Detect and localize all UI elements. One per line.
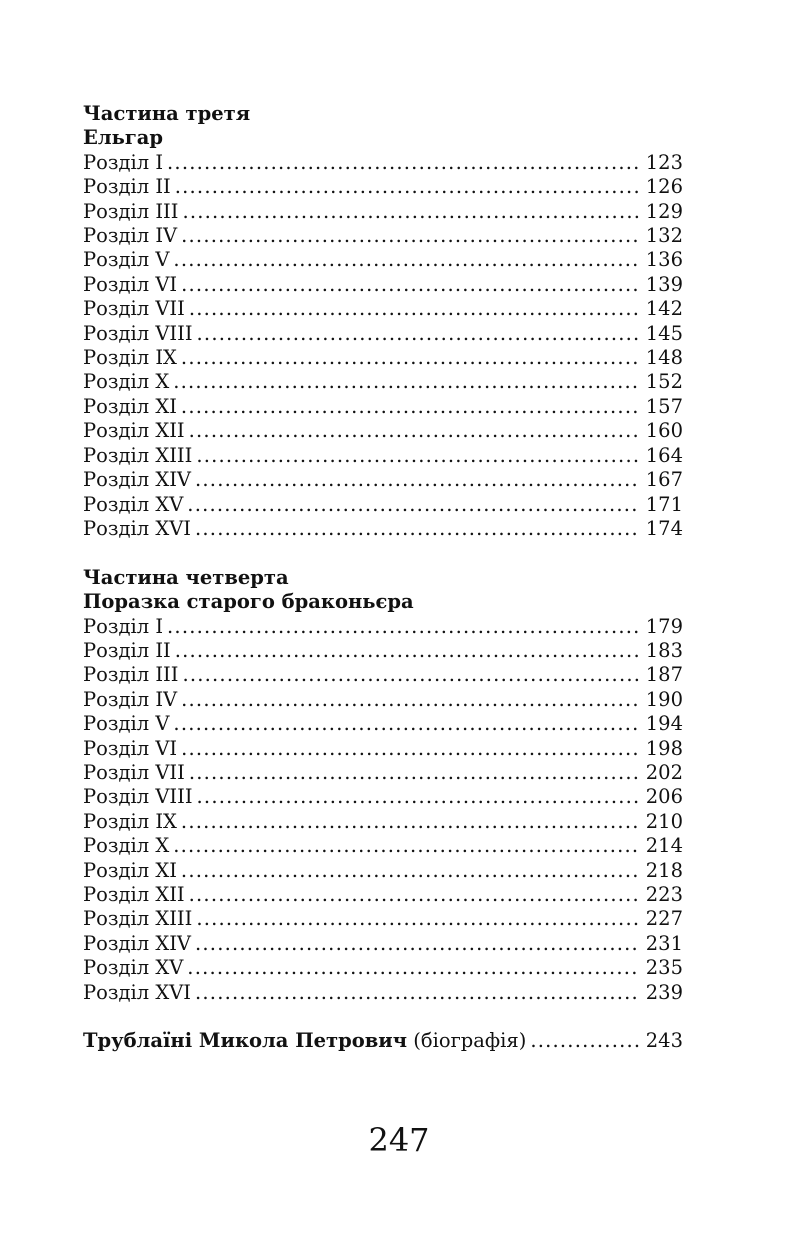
part4-title: Частина четверта <box>83 565 289 589</box>
dot-leader <box>197 785 640 809</box>
chapter-page-number: 206 <box>645 785 683 809</box>
dot-leader <box>187 493 639 517</box>
dot-leader <box>181 688 640 712</box>
part3-title: Частина третя <box>83 102 251 125</box>
chapter-page-number: 171 <box>645 492 683 516</box>
chapter-page-number: 214 <box>645 834 683 858</box>
dot-leader <box>195 932 640 956</box>
toc-entry <box>83 663 683 687</box>
toc-entry <box>83 248 683 272</box>
chapter-label: Розділ XVI <box>83 516 191 540</box>
dot-leader <box>195 981 640 1005</box>
chapter-page-number: 123 <box>645 150 683 174</box>
chapter-page-number: 190 <box>645 687 683 711</box>
toc-entry <box>83 395 683 419</box>
dot-leader <box>173 834 640 858</box>
chapter-page-number: 183 <box>645 638 683 662</box>
chapter-label: Розділ I <box>83 614 164 638</box>
toc-entry <box>83 346 683 370</box>
toc-entry <box>83 419 683 443</box>
chapter-label: Розділ II <box>83 638 171 662</box>
chapter-label: Розділ III <box>83 663 179 687</box>
chapter-page-number: 160 <box>645 419 683 443</box>
chapter-label: Розділ VII <box>83 760 185 784</box>
biography-note: (біографія) <box>413 1029 527 1053</box>
chapter-page-number: 136 <box>645 248 683 272</box>
dot-leader <box>189 761 640 785</box>
chapter-label: Розділ V <box>83 248 170 272</box>
chapter-label: Розділ V <box>83 712 170 736</box>
chapter-label: Розділ XI <box>83 394 177 418</box>
toc-entry <box>83 639 683 663</box>
toc-entry <box>83 932 683 956</box>
biography-name: Трублаїні Микола Петрович <box>83 1029 408 1053</box>
biography-entry <box>83 1029 683 1053</box>
chapter-label: Розділ VI <box>83 272 178 296</box>
chapter-page-number: 210 <box>645 809 683 833</box>
toc-entry <box>83 785 683 809</box>
chapter-page-number: 164 <box>645 443 683 467</box>
chapter-label: Розділ XIII <box>83 907 193 931</box>
chapter-page-number: 235 <box>645 956 683 980</box>
dot-leader <box>173 248 639 272</box>
dot-leader <box>182 663 639 687</box>
toc-entry <box>83 224 683 248</box>
toc-entry <box>83 468 683 492</box>
dot-leader <box>197 322 640 346</box>
dot-leader <box>181 737 640 761</box>
toc-entry <box>83 322 683 346</box>
chapter-label: Розділ XIV <box>83 468 191 492</box>
chapter-label: Розділ III <box>83 199 179 223</box>
chapter-page-number: 132 <box>645 224 683 248</box>
toc-entry <box>83 273 683 297</box>
chapter-page-number: 231 <box>645 931 683 955</box>
toc-entry <box>83 981 683 1005</box>
chapter-page-number: 152 <box>645 370 683 394</box>
toc-entry <box>83 688 683 712</box>
chapter-page-number: 145 <box>645 321 683 345</box>
chapter-page-number: 218 <box>645 858 683 882</box>
part4-chapter-list <box>83 615 683 1006</box>
toc-entry <box>83 175 683 199</box>
chapter-page-number: 194 <box>645 712 683 736</box>
dot-leader <box>173 712 639 736</box>
chapter-label: Розділ IV <box>83 687 178 711</box>
dot-leader <box>167 151 640 175</box>
dot-leader <box>181 346 640 370</box>
chapter-label: Розділ XIV <box>83 931 191 955</box>
dot-leader <box>181 859 640 883</box>
toc-entry <box>83 493 683 517</box>
toc-entry <box>83 737 683 761</box>
table-of-contents <box>83 102 683 1054</box>
toc-entry <box>83 200 683 224</box>
chapter-label: Розділ X <box>83 370 170 394</box>
chapter-label: Розділ VIII <box>83 321 193 345</box>
chapter-page-number: 129 <box>645 199 683 223</box>
part3-subtitle: Ельгар <box>83 126 164 150</box>
chapter-label: Розділ XII <box>83 419 185 443</box>
chapter-page-number: 202 <box>645 760 683 784</box>
dot-leader <box>530 1029 639 1053</box>
chapter-page-number: 179 <box>645 614 683 638</box>
chapter-page-number: 227 <box>645 907 683 931</box>
chapter-label: Розділ II <box>83 175 171 199</box>
dot-leader <box>181 810 640 834</box>
dot-leader <box>189 297 640 321</box>
chapter-label: Розділ XV <box>83 956 184 980</box>
page-number: 247 <box>368 1121 430 1159</box>
toc-entry <box>83 761 683 785</box>
chapter-label: Розділ VII <box>83 297 185 321</box>
chapter-page-number: 187 <box>645 663 683 687</box>
chapter-label: Розділ VIII <box>83 785 193 809</box>
chapter-page-number: 223 <box>645 882 683 906</box>
dot-leader <box>181 224 640 248</box>
dot-leader <box>181 273 640 297</box>
toc-entry <box>83 370 683 394</box>
dot-leader <box>181 395 640 419</box>
chapter-page-number: 148 <box>645 346 683 370</box>
toc-entry <box>83 615 683 639</box>
dot-leader <box>175 639 640 663</box>
chapter-page-number: 126 <box>645 175 683 199</box>
chapter-label: Розділ XII <box>83 882 185 906</box>
chapter-label: Розділ IX <box>83 809 177 833</box>
chapter-label: Розділ IV <box>83 224 178 248</box>
toc-entry <box>83 712 683 736</box>
chapter-label: Розділ XIII <box>83 443 193 467</box>
toc-entry <box>83 859 683 883</box>
chapter-label: Розділ XV <box>83 492 184 516</box>
chapter-page-number: 139 <box>645 272 683 296</box>
dot-leader <box>196 907 639 931</box>
chapter-label: Розділ XI <box>83 858 177 882</box>
chapter-page-number: 198 <box>645 736 683 760</box>
chapter-page-number: 174 <box>645 516 683 540</box>
toc-entry <box>83 834 683 858</box>
dot-leader <box>167 615 640 639</box>
chapter-label: Розділ IX <box>83 346 177 370</box>
dot-leader <box>175 175 640 199</box>
dot-leader <box>195 517 640 541</box>
toc-entry <box>83 517 683 541</box>
toc-entry <box>83 956 683 980</box>
toc-entry <box>83 883 683 907</box>
dot-leader <box>196 444 639 468</box>
chapter-label: Розділ VI <box>83 736 178 760</box>
chapter-label: Розділ XVI <box>83 980 191 1004</box>
dot-leader <box>189 883 640 907</box>
biography-page: 243 <box>645 1029 683 1053</box>
dot-leader <box>173 370 640 394</box>
toc-entry <box>83 907 683 931</box>
chapter-page-number: 167 <box>645 468 683 492</box>
chapter-page-number: 157 <box>645 394 683 418</box>
dot-leader <box>195 468 640 492</box>
part4-subtitle: Поразка старого браконьєра <box>83 590 414 614</box>
toc-entry <box>83 444 683 468</box>
toc-entry <box>83 151 683 175</box>
chapter-page-number: 142 <box>645 297 683 321</box>
dot-leader <box>187 956 639 980</box>
chapter-page-number: 239 <box>645 980 683 1004</box>
dot-leader <box>182 200 639 224</box>
toc-entry <box>83 297 683 321</box>
dot-leader <box>189 419 640 443</box>
part3-chapter-list <box>83 151 683 542</box>
toc-entry <box>83 810 683 834</box>
chapter-label: Розділ I <box>83 150 164 174</box>
chapter-label: Розділ X <box>83 834 170 858</box>
